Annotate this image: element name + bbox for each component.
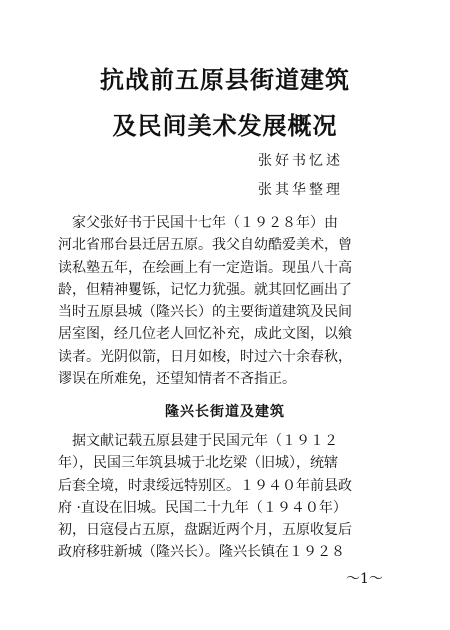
paragraph-line: 龄，但精神矍铄，记忆力犹强。就其回忆画出了 <box>58 281 352 298</box>
paragraph-line: 府 ·直设在旧城。民国二十九年（１９４０年） <box>58 499 347 516</box>
title-line-2: 及民间美术发展概况 <box>112 112 338 140</box>
paragraph-line: 家父张好书于民国十七年（１９２８年）由 <box>58 215 338 231</box>
paragraph-line: 河北省邢台县迁居五原。我父自幼酷爱美术，曾 <box>58 237 352 254</box>
title-line-1: 抗战前五原县街道建筑 <box>100 66 350 94</box>
paragraph-line: 年），民国三年筑县城于北圪梁（旧城），统辖 <box>58 455 338 472</box>
paragraph-line: 当时五原县城（隆兴长）的主要街道建筑及民间 <box>58 304 352 321</box>
paragraph-line: 初，日寇侵占五原，盘踞近两个月，五原收复后 <box>58 522 352 539</box>
paragraph-line: 政府移驻新城（隆兴长）。隆兴长镇在１９２８ <box>58 544 345 561</box>
paragraph-line: 后套全境，时隶绥远特别区。１９４０年前县政 <box>58 477 352 494</box>
editor-byline: 张其华整理 <box>258 182 343 198</box>
paragraph-line: 居室图，经几位老人回忆补充，成此文图，以飨 <box>58 326 352 343</box>
paragraph-line: 据文献记载五原县建于民国元年（１９１２ <box>58 433 338 449</box>
paragraph-line: 读者。光阴似箭，日月如梭，时过六十余春秋， <box>58 348 352 365</box>
section-heading: 隆兴长街道及建筑 <box>165 404 285 420</box>
paragraph-line: 读私塾五年，在绘画上有一定造诣。现虽八十高 <box>58 259 352 276</box>
paragraph-line: 谬误在所难免，还望知情者不吝指正。 <box>58 371 296 388</box>
section-paragraph <box>58 430 408 564</box>
author-byline: 张好书忆述 <box>258 153 343 169</box>
intro-paragraph <box>58 212 408 390</box>
page-number: ～1～ <box>346 571 383 587</box>
